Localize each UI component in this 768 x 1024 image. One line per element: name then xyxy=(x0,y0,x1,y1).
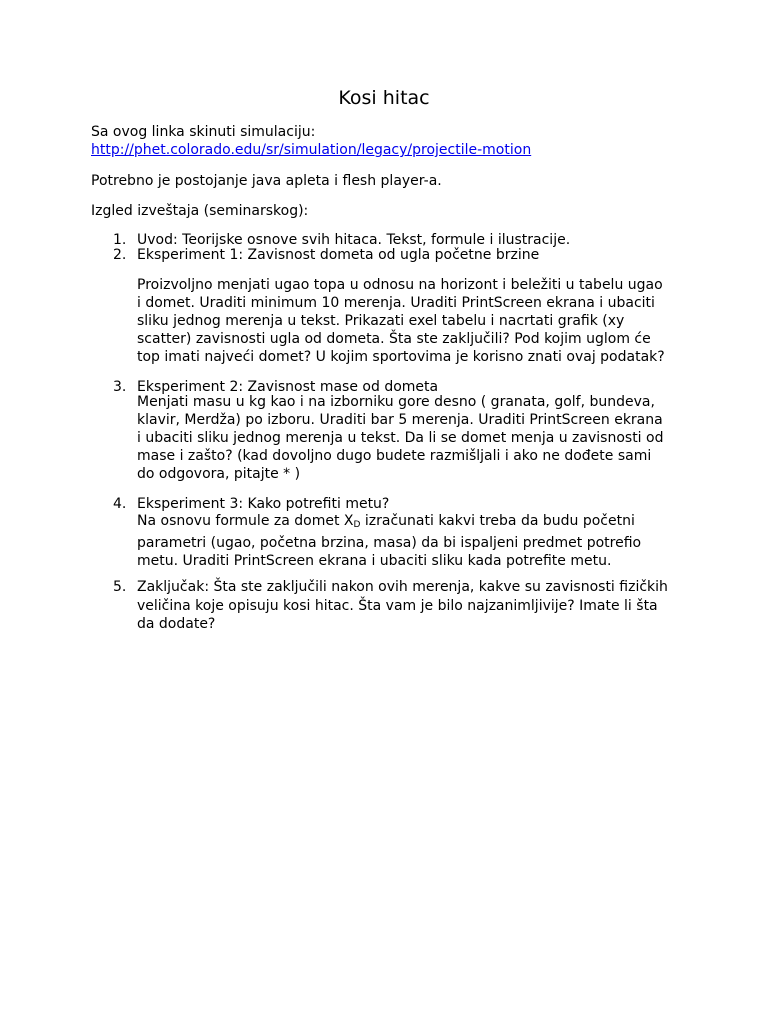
list-item-body xyxy=(137,276,665,366)
list-item-body xyxy=(137,597,658,633)
formula-prefix: Na osnovu formule za domet X xyxy=(137,513,354,529)
formula-subscript: D xyxy=(353,520,361,530)
body-line: metu. Uraditi PrintScreen ekrana i ubaciti sliku kada potrefite metu. xyxy=(137,553,612,569)
formula-suffix: izračunati kakvi treba da budu početni xyxy=(360,513,635,529)
list-item-heading: Eksperiment 3: Kako potrefiti metu? xyxy=(137,496,390,512)
body-line: sliku jednog merenja u tekst. Prikazati exel tabelu i nacrtati grafik (xy xyxy=(137,313,625,329)
body-line: Menjati masu u kg kao i na izborniku gore desno ( granata, golf, bundeva, xyxy=(137,394,655,410)
body-line: mase i zašto? (kad dovoljno dugo budete razmišljali i ako ne dođete sami xyxy=(137,448,652,464)
list-item-body xyxy=(137,512,641,570)
list-item-heading: Eksperiment 2: Zavisnost mase od dometa xyxy=(137,379,439,395)
requirement-text: Potrebno je postojanje java apleta i flesh player-a. xyxy=(91,173,442,189)
document-title: Kosi hitac xyxy=(338,87,430,109)
body-line: do odgovora, pitajte * ) xyxy=(137,466,301,482)
body-line: parametri (ugao, početna brzina, masa) da bi ispaljeni predmet potrefio xyxy=(137,535,642,551)
body-line: veličina koje opisuju kosi hitac. Šta vam je bilo najzanimljivije? Imate li šta xyxy=(137,598,658,614)
body-line: top imati najveći domet? U kojim sportovima je korisno znati ovaj podatak? xyxy=(137,349,665,365)
body-line: i ubaciti sliku jednog merenja u tekst. Da li se domet menja u zavisnosti od xyxy=(137,430,664,446)
list-item-body xyxy=(137,393,663,483)
list-item-heading: Zaključak: Šta ste zaključili nakon ovih merenja, kakve su zavisnosti fizičkih xyxy=(137,579,668,595)
body-line: klavir, Merdža) po izboru. Uraditi bar 5 merenja. Uraditi PrintScreen ekrana xyxy=(137,412,663,428)
body-line: i domet. Uraditi minimum 10 merenja. Uraditi PrintScreen ekrana i ubaciti xyxy=(137,295,655,311)
report-heading: Izgled izveštaja (seminarskog): xyxy=(91,203,309,219)
list-number: 4. xyxy=(113,496,127,512)
list-item-heading: Uvod: Teorijske osnove svih hitaca. Tekst, formule i ilustracije. xyxy=(137,232,571,248)
simulation-link[interactable]: http://phet.colorado.edu/sr/simulation/legacy/projectile-motion xyxy=(91,142,532,158)
list-item-heading: Eksperiment 1: Zavisnost dometa od ugla početne brzine xyxy=(137,247,540,263)
list-number: 5. xyxy=(113,579,127,595)
list-number: 3. xyxy=(113,379,127,395)
intro-line: Sa ovog linka skinuti simulaciju: xyxy=(91,124,316,140)
body-line: da dodate? xyxy=(137,616,216,632)
body-line xyxy=(137,512,641,534)
body-line: scatter) zavisnosti ugla od dometa. Šta ste zaključili? Pod kojim uglom će xyxy=(137,331,651,347)
list-number: 2. xyxy=(113,247,127,263)
body-line: Proizvoljno menjati ugao topa u odnosu na horizont i beležiti u tabelu ugao xyxy=(137,277,663,293)
list-number: 1. xyxy=(113,232,127,248)
